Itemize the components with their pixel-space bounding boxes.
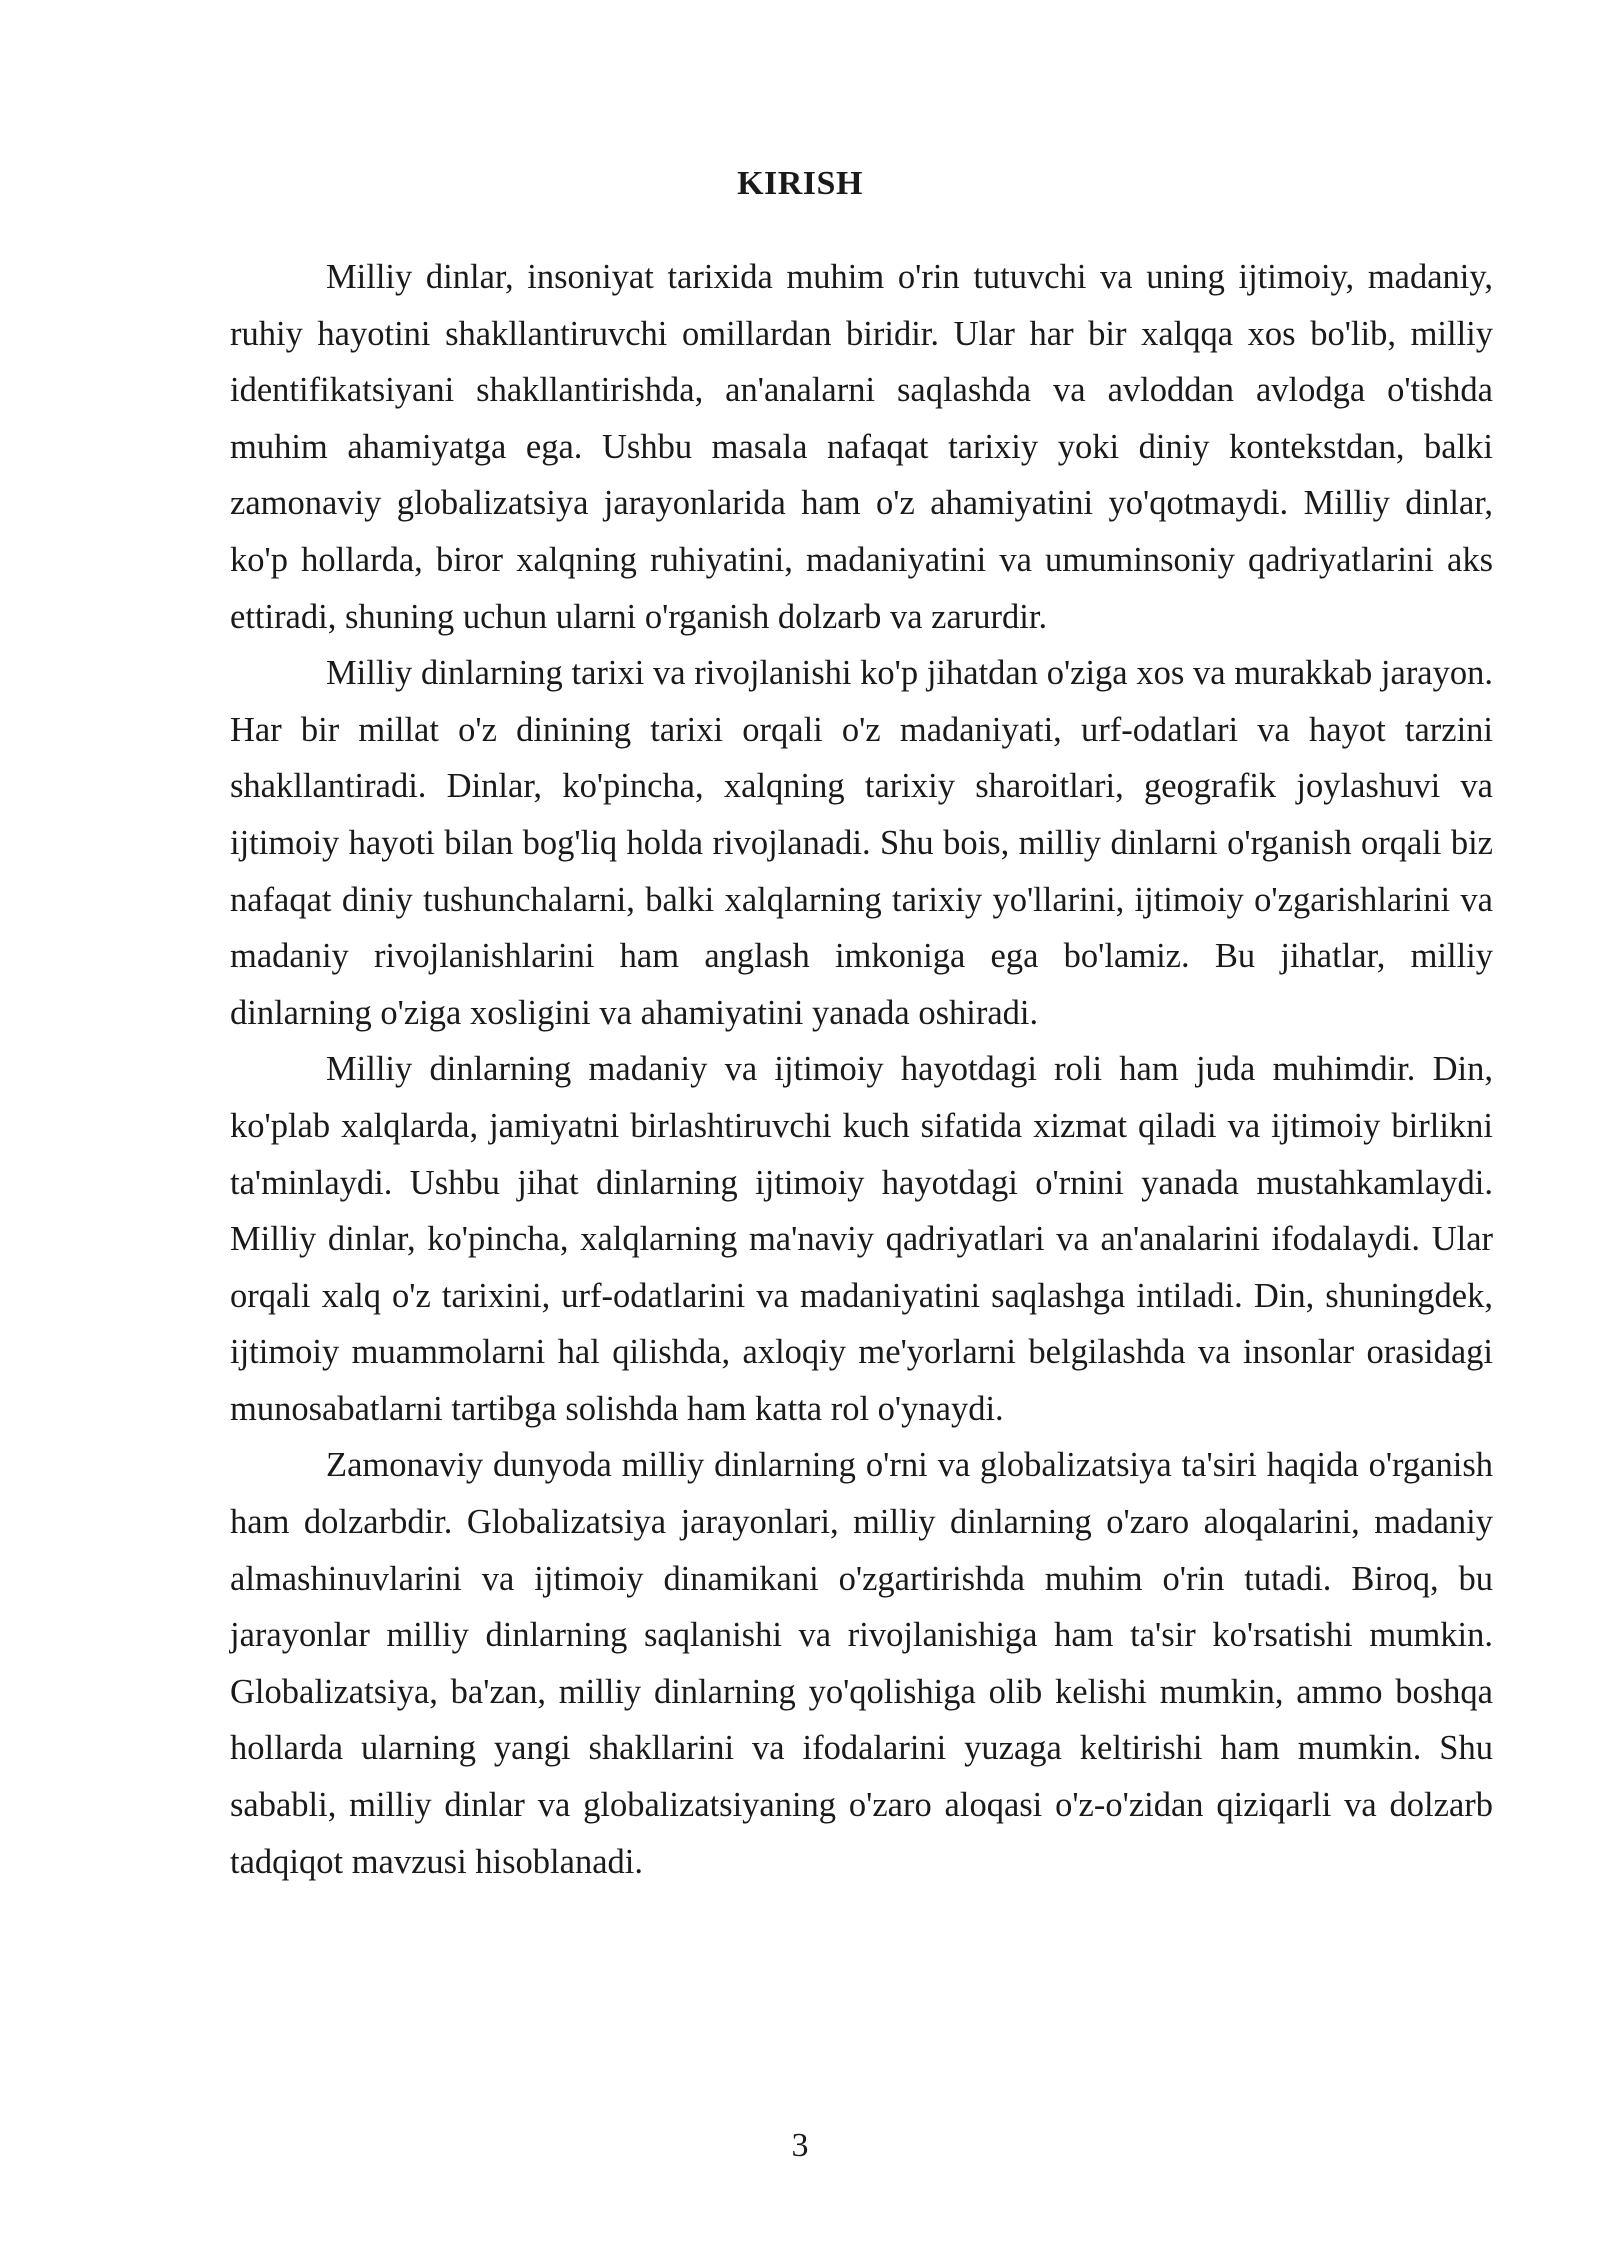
paragraph-1: Milliy dinlar, insoniyat tarixida muhim o'rin tutuvchi va uning ijtimoiy, madaniy, ruhiy hayotini shakllantiruvchi omillardan biridir. Ular har bir xalqqa xos bo'lib, milliy identifikatsiyani shakllantirishda, an'analarni saqlashda va avloddan avlodga o'tishda muhim ahamiyatga ega. Ushbu masala nafaqat tarixiy yoki diniy kontekstdan, balki zamonaviy globalizatsiya jarayonlarida ham o'z ahamiyatini yo'qotmaydi. Milliy dinlar, ko'p hollarda, biror xalqning ruhiyatini, madaniyatini va umuminsoniy qadriyatlarini aks ettiradi, shuning uchun ularni o'rganish dolzarb va zarurdir. [230,258,1493,636]
paragraph-2: Milliy dinlarning tarixi va rivojlanishi ko'p jihatdan o'ziga xos va murakkab jarayon. Har bir millat o'z dinining tarixi orqali o'z madaniyati, urf-odatlari va hayot tarzini shakllantiradi. Dinlar, ko'pincha, xalqning tarixiy sharoitlari, geografik joylashuvi va ijtimoiy hayoti bilan bog'liq holda rivojlanadi. Shu bois, milliy dinlarni o'rganish orqali biz nafaqat diniy tushunchalarni, balki xalqlarning tarixiy yo'llarini, ijtimoiy o'zgarishlarini va madaniy rivojlanishlarini ham anglash imkoniga ega bo'lamiz. Bu jihatlar, milliy dinlarning o'ziga xosligini va ahamiyatini yanada oshiradi. [230,654,1493,1032]
section-heading: KIRISH [737,165,863,202]
body-text [230,249,1493,1890]
paragraph-4: Zamonaviy dunyoda milliy dinlarning o'rni va globalizatsiya ta'siri haqida o'rganish ham dolzarbdir. Globalizatsiya jarayonlari, milliy dinlarning o'zaro aloqalarini, madaniy almashinuvlarini va ijtimoiy dinamikani o'zgartirishda muhim o'rin tutadi. Biroq, bu jarayonlar milliy dinlarning saqlanishi va rivojlanishiga ham ta'sir ko'rsatishi mumkin. Globalizatsiya, ba'zan, milliy dinlarning yo'qolishiga olib kelishi mumkin, ammo boshqa hollarda ularning yangi shakllarini va ifodalarini yuzaga keltirishi ham mumkin. Shu sababli, milliy dinlar va globalizatsiyaning o'zaro aloqasi o'z-o'zidan qiziqarli va dolzarb tadqiqot mavzusi hisoblanadi. [230,1446,1493,1881]
paragraph-3: Milliy dinlarning madaniy va ijtimoiy hayotdagi roli ham juda muhimdir. Din, ko'plab xalqlarda, jamiyatni birlashtiruvchi kuch sifatida xizmat qiladi va ijtimoiy birlikni ta'minlaydi. Ushbu jihat dinlarning ijtimoiy hayotdagi o'rnini yanada mustahkamlaydi. Milliy dinlar, ko'pincha, xalqlarning ma'naviy qadriyatlari va an'analarini ifodalaydi. Ular orqali xalq o'z tarixini, urf-odatlarini va madaniyatini saqlashga intiladi. Din, shuningdek, ijtimoiy muammolarni hal qilishda, axloqiy me'yorlarni belgilashda va insonlar orasidagi munosabatlarni tartibga solishda ham katta rol o'ynaydi. [230,1050,1493,1428]
page-number: 3 [791,2127,809,2164]
